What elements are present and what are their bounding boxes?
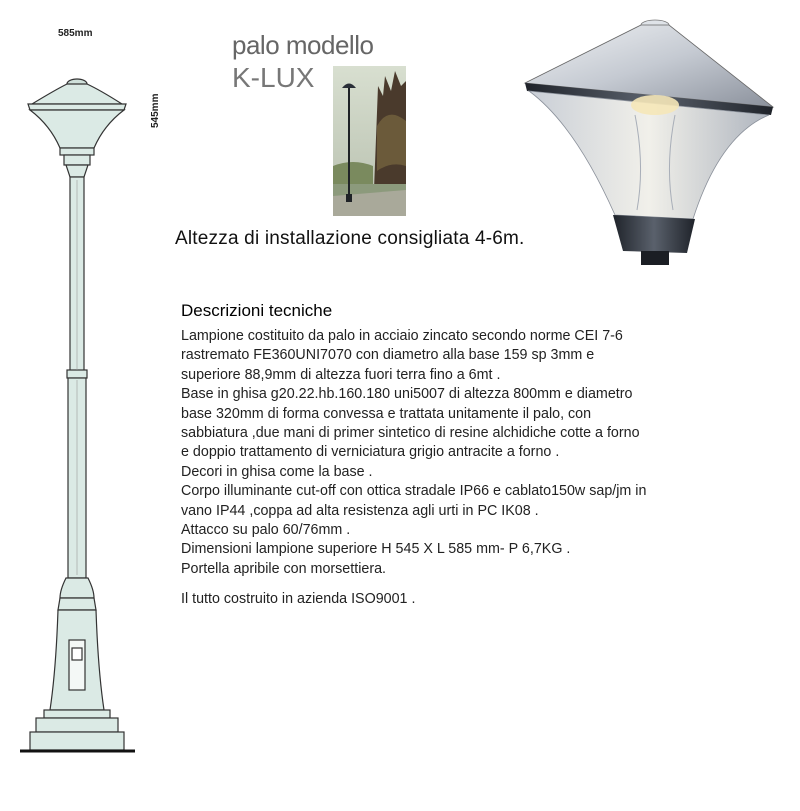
- description-line: rastremato FE360UNI7070 con diametro alla base 159 sp 3mm e: [181, 347, 595, 364]
- description-line: superiore 88,9mm di altezza fuori terra fino a 6mt .: [181, 366, 501, 383]
- installation-height-note: Altezza di installazione consigliata 4-6m.: [175, 228, 525, 249]
- description-line: e doppio trattamento di verniciatura grigio antracite a forno .: [181, 444, 560, 461]
- description-line: Lampione costituito da palo in acciaio zincato secondo norme CEI 7-6: [181, 328, 623, 344]
- description-line: Base in ghisa g20.22.hb.160.180 uni5007 di altezza 800mm e diametro: [181, 386, 633, 403]
- installation-photo: [333, 66, 406, 216]
- width-dimension-label: 585mm: [58, 28, 93, 39]
- technical-description-body: [181, 327, 741, 610]
- description-line: Portella apribile con morsettiera.: [181, 560, 387, 577]
- description-line: Corpo illuminante cut-off con ottica stradale IP66 e cablato150w sap/jm in: [181, 483, 647, 500]
- model-title: palo modello: [232, 30, 374, 60]
- description-line: Decori in ghisa come la base .: [181, 463, 373, 480]
- lamp-head-image: [515, 15, 775, 270]
- certification-note: Il tutto costruito in azienda ISO9001 .: [181, 591, 416, 608]
- technical-description-heading: Descrizioni tecniche: [181, 301, 333, 320]
- description-line: vano IP44 ,coppa ad alta resistenza agli urti in PC IK08 .: [181, 502, 539, 519]
- description-line: Dimensioni lampione superiore H 545 X L 585 mm- P 6,7KG .: [181, 541, 571, 558]
- description-line: base 320mm di forma convessa e trattata unitamente il palo, con: [181, 405, 592, 422]
- model-name: K-LUX: [232, 62, 315, 93]
- description-line: sabbiatura ,due mani di primer sintetico di resine alchidiche cotte a forno: [181, 425, 640, 442]
- pole-elevation-drawing: [20, 70, 135, 765]
- description-line: Attacco su palo 60/76mm .: [181, 522, 351, 539]
- height-dimension-label: 545mm: [150, 93, 161, 128]
